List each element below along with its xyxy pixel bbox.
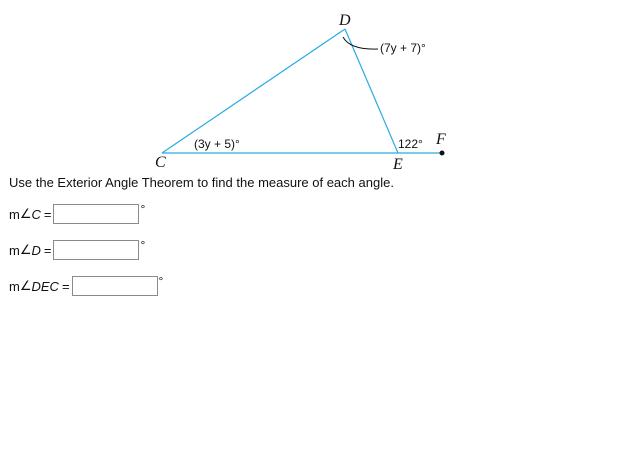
point-f-dot <box>440 151 445 156</box>
answer-row-angle-c <box>9 203 145 225</box>
angle-label-c: (3y + 5)° <box>194 137 240 151</box>
angle-symbol: ∠ <box>19 278 32 293</box>
answer-row-angle-dec <box>9 275 163 297</box>
measure-prefix: m <box>9 242 20 258</box>
answer-row-angle-d <box>9 239 145 261</box>
point-label-c: C <box>155 154 166 171</box>
degree-symbol: ° <box>140 202 146 216</box>
angle-label-exterior-e: 122° <box>398 137 423 151</box>
degree-symbol: ° <box>140 238 146 252</box>
equals-sign: = <box>43 206 52 222</box>
point-label-d: D <box>339 12 351 29</box>
angle-dec-input[interactable] <box>72 276 158 296</box>
equals-sign: = <box>43 242 52 258</box>
angle-d-input[interactable] <box>53 240 139 260</box>
angle-variable: DEC <box>31 278 59 294</box>
angle-variable: C <box>31 206 41 222</box>
angle-c-input[interactable] <box>53 204 139 224</box>
segment-cd <box>162 29 345 153</box>
angle-symbol: ∠ <box>19 242 32 257</box>
angle-d-marker <box>343 37 378 49</box>
angle-variable: D <box>31 242 41 258</box>
angle-symbol: ∠ <box>19 206 32 221</box>
measure-prefix: m <box>9 206 20 222</box>
triangle-diagram <box>0 0 633 175</box>
angle-label-d: (7y + 7)° <box>380 41 426 55</box>
degree-symbol: ° <box>158 274 164 288</box>
measure-prefix: m <box>9 278 20 294</box>
instructions: Use the Exterior Angle Theorem to find the measure of each angle. <box>9 175 394 190</box>
point-label-f: F <box>436 131 446 148</box>
equals-sign: = <box>61 278 70 294</box>
point-label-e: E <box>393 156 403 173</box>
